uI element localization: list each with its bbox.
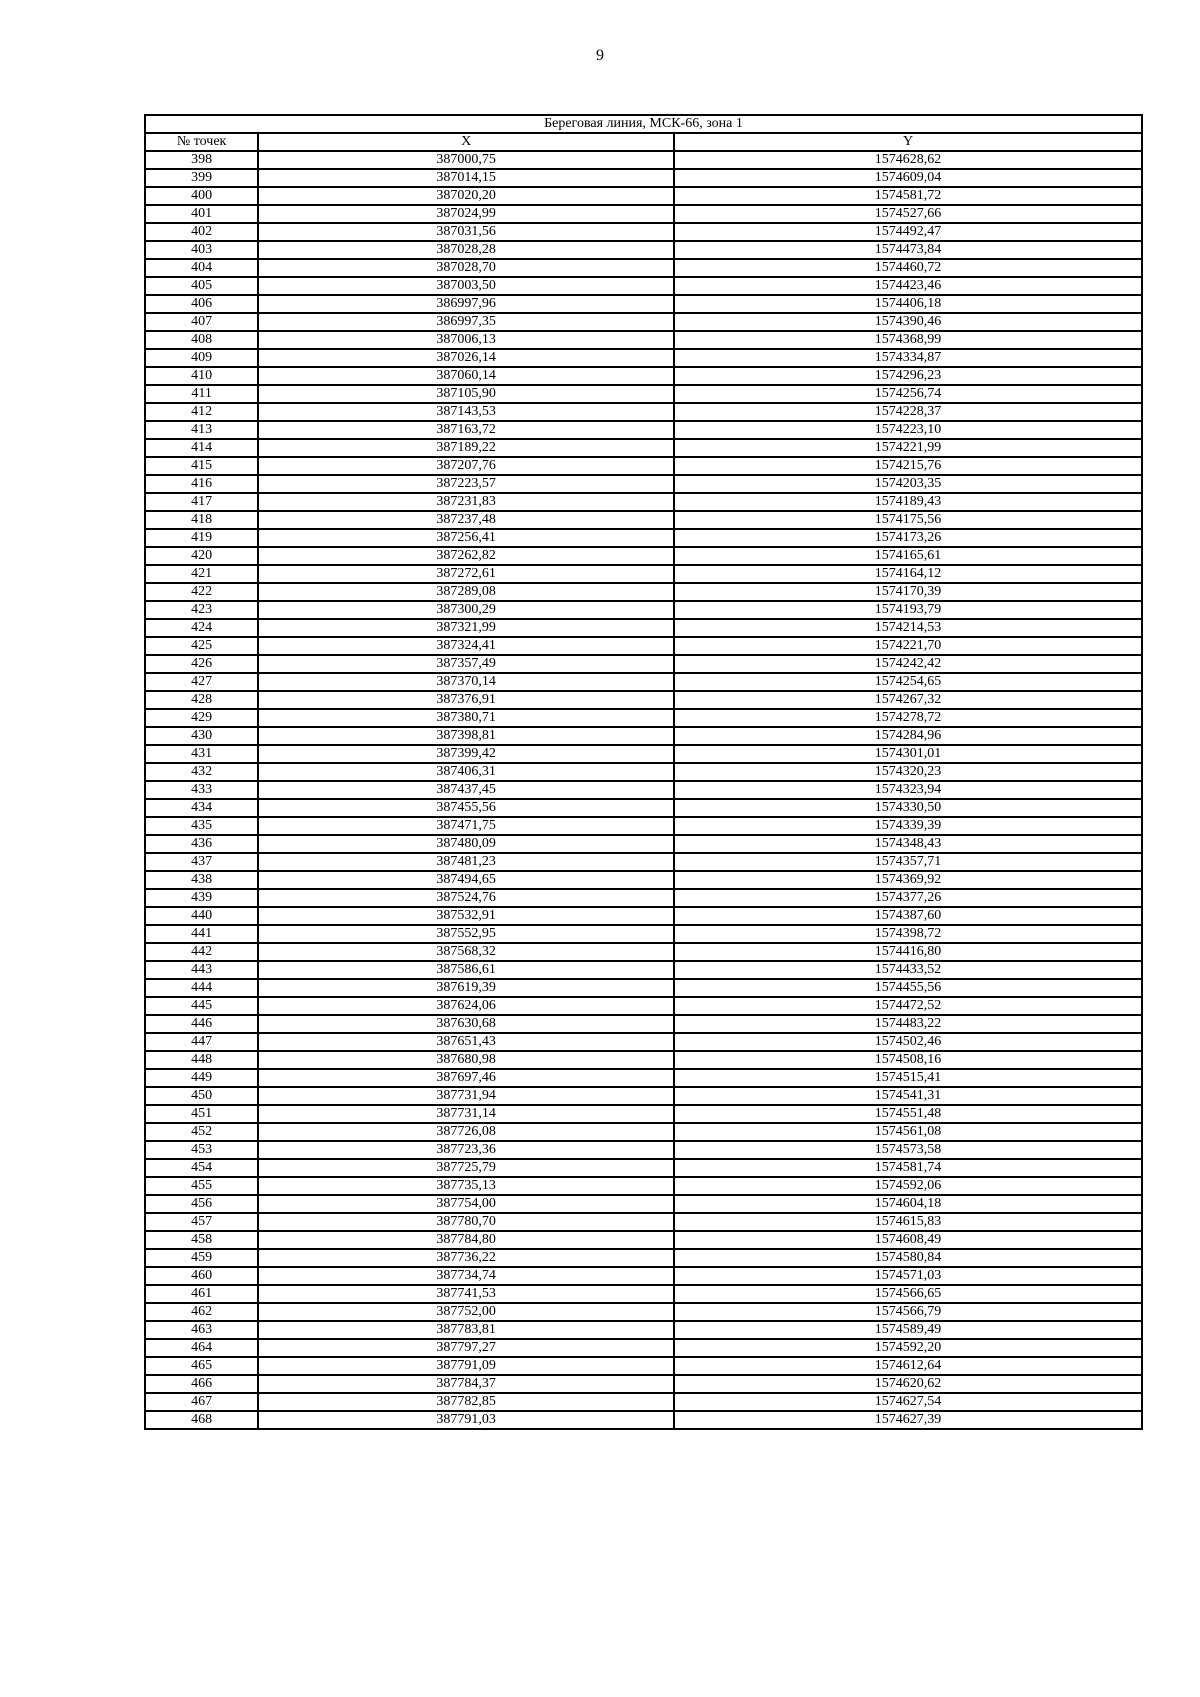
table-row bbox=[145, 1213, 1142, 1231]
cell-y: 1574581,74 bbox=[674, 1159, 1142, 1177]
table-row bbox=[145, 169, 1142, 187]
table-row bbox=[145, 1195, 1142, 1213]
cell-point-number: 400 bbox=[145, 187, 258, 205]
cell-point-number: 427 bbox=[145, 673, 258, 691]
table-row bbox=[145, 799, 1142, 817]
table-row bbox=[145, 187, 1142, 205]
cell-y: 1574173,26 bbox=[674, 529, 1142, 547]
cell-x: 387324,41 bbox=[258, 637, 674, 655]
cell-y: 1574223,10 bbox=[674, 421, 1142, 439]
table-row bbox=[145, 1051, 1142, 1069]
cell-point-number: 463 bbox=[145, 1321, 258, 1339]
cell-y: 1574592,06 bbox=[674, 1177, 1142, 1195]
cell-point-number: 444 bbox=[145, 979, 258, 997]
cell-y: 1574455,56 bbox=[674, 979, 1142, 997]
cell-y: 1574330,50 bbox=[674, 799, 1142, 817]
table-row bbox=[145, 331, 1142, 349]
cell-point-number: 456 bbox=[145, 1195, 258, 1213]
cell-point-number: 426 bbox=[145, 655, 258, 673]
cell-x: 387370,14 bbox=[258, 673, 674, 691]
cell-point-number: 421 bbox=[145, 565, 258, 583]
cell-x: 387262,82 bbox=[258, 547, 674, 565]
cell-point-number: 402 bbox=[145, 223, 258, 241]
cell-point-number: 461 bbox=[145, 1285, 258, 1303]
header-x: X bbox=[258, 133, 674, 151]
cell-point-number: 410 bbox=[145, 367, 258, 385]
cell-y: 1574566,79 bbox=[674, 1303, 1142, 1321]
cell-y: 1574620,62 bbox=[674, 1375, 1142, 1393]
table-row bbox=[145, 421, 1142, 439]
table-row bbox=[145, 637, 1142, 655]
table-row bbox=[145, 205, 1142, 223]
cell-y: 1574592,20 bbox=[674, 1339, 1142, 1357]
table-row bbox=[145, 709, 1142, 727]
cell-y: 1574398,72 bbox=[674, 925, 1142, 943]
cell-y: 1574203,35 bbox=[674, 475, 1142, 493]
cell-x: 387784,37 bbox=[258, 1375, 674, 1393]
cell-x: 387143,53 bbox=[258, 403, 674, 421]
header-y: Y bbox=[674, 133, 1142, 151]
cell-y: 1574580,84 bbox=[674, 1249, 1142, 1267]
cell-x: 387000,75 bbox=[258, 151, 674, 169]
table-title: Береговая линия, МСК-66, зона 1 bbox=[145, 115, 1142, 133]
table-row bbox=[145, 385, 1142, 403]
table-row bbox=[145, 241, 1142, 259]
cell-x: 387568,32 bbox=[258, 943, 674, 961]
cell-x: 387726,08 bbox=[258, 1123, 674, 1141]
cell-point-number: 464 bbox=[145, 1339, 258, 1357]
cell-y: 1574296,23 bbox=[674, 367, 1142, 385]
table-row bbox=[145, 151, 1142, 169]
cell-point-number: 465 bbox=[145, 1357, 258, 1375]
cell-x: 386997,35 bbox=[258, 313, 674, 331]
table-row bbox=[145, 1339, 1142, 1357]
cell-y: 1574627,39 bbox=[674, 1411, 1142, 1429]
cell-y: 1574433,52 bbox=[674, 961, 1142, 979]
cell-point-number: 413 bbox=[145, 421, 258, 439]
cell-x: 387630,68 bbox=[258, 1015, 674, 1033]
table-row bbox=[145, 817, 1142, 835]
table-row bbox=[145, 619, 1142, 637]
table-row bbox=[145, 907, 1142, 925]
table-row bbox=[145, 871, 1142, 889]
cell-point-number: 446 bbox=[145, 1015, 258, 1033]
cell-point-number: 430 bbox=[145, 727, 258, 745]
cell-point-number: 443 bbox=[145, 961, 258, 979]
table-row bbox=[145, 511, 1142, 529]
cell-y: 1574609,04 bbox=[674, 169, 1142, 187]
table-row bbox=[145, 673, 1142, 691]
cell-y: 1574416,80 bbox=[674, 943, 1142, 961]
cell-x: 387481,23 bbox=[258, 853, 674, 871]
cell-x: 387619,39 bbox=[258, 979, 674, 997]
cell-x: 387028,70 bbox=[258, 259, 674, 277]
cell-y: 1574571,03 bbox=[674, 1267, 1142, 1285]
cell-point-number: 432 bbox=[145, 763, 258, 781]
cell-x: 387455,56 bbox=[258, 799, 674, 817]
cell-x: 387105,90 bbox=[258, 385, 674, 403]
cell-point-number: 440 bbox=[145, 907, 258, 925]
cell-point-number: 438 bbox=[145, 871, 258, 889]
table-row bbox=[145, 1285, 1142, 1303]
cell-x: 387289,08 bbox=[258, 583, 674, 601]
cell-point-number: 405 bbox=[145, 277, 258, 295]
cell-x: 387783,81 bbox=[258, 1321, 674, 1339]
cell-y: 1574377,26 bbox=[674, 889, 1142, 907]
cell-y: 1574278,72 bbox=[674, 709, 1142, 727]
cell-x: 387024,99 bbox=[258, 205, 674, 223]
cell-x: 387399,42 bbox=[258, 745, 674, 763]
cell-x: 387480,09 bbox=[258, 835, 674, 853]
cell-x: 387731,94 bbox=[258, 1087, 674, 1105]
cell-x: 387797,27 bbox=[258, 1339, 674, 1357]
table-row bbox=[145, 925, 1142, 943]
cell-x: 387028,28 bbox=[258, 241, 674, 259]
table-row bbox=[145, 1321, 1142, 1339]
cell-y: 1574164,12 bbox=[674, 565, 1142, 583]
cell-point-number: 411 bbox=[145, 385, 258, 403]
cell-y: 1574193,79 bbox=[674, 601, 1142, 619]
table-row bbox=[145, 259, 1142, 277]
cell-point-number: 462 bbox=[145, 1303, 258, 1321]
cell-x: 387437,45 bbox=[258, 781, 674, 799]
table-row bbox=[145, 943, 1142, 961]
cell-y: 1574581,72 bbox=[674, 187, 1142, 205]
cell-x: 387784,80 bbox=[258, 1231, 674, 1249]
cell-point-number: 433 bbox=[145, 781, 258, 799]
cell-y: 1574357,71 bbox=[674, 853, 1142, 871]
cell-point-number: 425 bbox=[145, 637, 258, 655]
table-row bbox=[145, 655, 1142, 673]
cell-x: 387524,76 bbox=[258, 889, 674, 907]
table-row bbox=[145, 727, 1142, 745]
cell-point-number: 403 bbox=[145, 241, 258, 259]
table-row bbox=[145, 403, 1142, 421]
cell-point-number: 420 bbox=[145, 547, 258, 565]
table-row bbox=[145, 1411, 1142, 1429]
cell-point-number: 439 bbox=[145, 889, 258, 907]
cell-point-number: 454 bbox=[145, 1159, 258, 1177]
cell-y: 1574492,47 bbox=[674, 223, 1142, 241]
cell-point-number: 399 bbox=[145, 169, 258, 187]
cell-point-number: 415 bbox=[145, 457, 258, 475]
cell-y: 1574604,18 bbox=[674, 1195, 1142, 1213]
table-row bbox=[145, 583, 1142, 601]
cell-point-number: 407 bbox=[145, 313, 258, 331]
cell-y: 1574175,56 bbox=[674, 511, 1142, 529]
cell-point-number: 448 bbox=[145, 1051, 258, 1069]
cell-y: 1574508,16 bbox=[674, 1051, 1142, 1069]
cell-point-number: 459 bbox=[145, 1249, 258, 1267]
cell-point-number: 460 bbox=[145, 1267, 258, 1285]
cell-x: 387300,29 bbox=[258, 601, 674, 619]
cell-point-number: 449 bbox=[145, 1069, 258, 1087]
cell-point-number: 422 bbox=[145, 583, 258, 601]
cell-point-number: 466 bbox=[145, 1375, 258, 1393]
cell-y: 1574502,46 bbox=[674, 1033, 1142, 1051]
table-row bbox=[145, 1249, 1142, 1267]
cell-x: 387532,91 bbox=[258, 907, 674, 925]
table-row bbox=[145, 1087, 1142, 1105]
cell-x: 387731,14 bbox=[258, 1105, 674, 1123]
cell-x: 387752,00 bbox=[258, 1303, 674, 1321]
cell-y: 1574515,41 bbox=[674, 1069, 1142, 1087]
cell-point-number: 437 bbox=[145, 853, 258, 871]
cell-x: 387003,50 bbox=[258, 277, 674, 295]
cell-x: 387398,81 bbox=[258, 727, 674, 745]
cell-point-number: 455 bbox=[145, 1177, 258, 1195]
coordinates-table bbox=[144, 114, 1143, 1430]
cell-y: 1574551,48 bbox=[674, 1105, 1142, 1123]
table-row bbox=[145, 493, 1142, 511]
table-row bbox=[145, 1141, 1142, 1159]
table-row bbox=[145, 313, 1142, 331]
cell-y: 1574348,43 bbox=[674, 835, 1142, 853]
cell-x: 387272,61 bbox=[258, 565, 674, 583]
cell-point-number: 453 bbox=[145, 1141, 258, 1159]
cell-x: 387406,31 bbox=[258, 763, 674, 781]
table-row bbox=[145, 1159, 1142, 1177]
table-title-row bbox=[145, 115, 1142, 133]
table-row bbox=[145, 529, 1142, 547]
cell-y: 1574483,22 bbox=[674, 1015, 1142, 1033]
cell-y: 1574561,08 bbox=[674, 1123, 1142, 1141]
cell-point-number: 418 bbox=[145, 511, 258, 529]
cell-x: 387735,13 bbox=[258, 1177, 674, 1195]
cell-point-number: 429 bbox=[145, 709, 258, 727]
cell-x: 387006,13 bbox=[258, 331, 674, 349]
table-row bbox=[145, 475, 1142, 493]
table-row bbox=[145, 835, 1142, 853]
table-row bbox=[145, 997, 1142, 1015]
cell-point-number: 435 bbox=[145, 817, 258, 835]
cell-x: 387697,46 bbox=[258, 1069, 674, 1087]
table-row bbox=[145, 457, 1142, 475]
cell-point-number: 445 bbox=[145, 997, 258, 1015]
cell-point-number: 450 bbox=[145, 1087, 258, 1105]
cell-x: 387376,91 bbox=[258, 691, 674, 709]
table-row bbox=[145, 781, 1142, 799]
cell-x: 387321,99 bbox=[258, 619, 674, 637]
cell-point-number: 412 bbox=[145, 403, 258, 421]
cell-y: 1574221,70 bbox=[674, 637, 1142, 655]
table-row bbox=[145, 295, 1142, 313]
cell-x: 387552,95 bbox=[258, 925, 674, 943]
cell-point-number: 447 bbox=[145, 1033, 258, 1051]
cell-point-number: 406 bbox=[145, 295, 258, 313]
cell-y: 1574189,43 bbox=[674, 493, 1142, 511]
cell-y: 1574473,84 bbox=[674, 241, 1142, 259]
table-row bbox=[145, 1231, 1142, 1249]
page-number: 9 bbox=[596, 47, 604, 64]
cell-x: 387494,65 bbox=[258, 871, 674, 889]
cell-x: 387189,22 bbox=[258, 439, 674, 457]
cell-y: 1574589,49 bbox=[674, 1321, 1142, 1339]
cell-y: 1574215,76 bbox=[674, 457, 1142, 475]
cell-y: 1574390,46 bbox=[674, 313, 1142, 331]
cell-y: 1574301,01 bbox=[674, 745, 1142, 763]
cell-x: 387471,75 bbox=[258, 817, 674, 835]
table-row bbox=[145, 565, 1142, 583]
table-row bbox=[145, 601, 1142, 619]
cell-y: 1574460,72 bbox=[674, 259, 1142, 277]
cell-y: 1574214,53 bbox=[674, 619, 1142, 637]
table-row bbox=[145, 277, 1142, 295]
cell-x: 387651,43 bbox=[258, 1033, 674, 1051]
cell-point-number: 457 bbox=[145, 1213, 258, 1231]
cell-x: 387725,79 bbox=[258, 1159, 674, 1177]
cell-x: 387780,70 bbox=[258, 1213, 674, 1231]
cell-x: 387624,06 bbox=[258, 997, 674, 1015]
cell-point-number: 458 bbox=[145, 1231, 258, 1249]
cell-point-number: 452 bbox=[145, 1123, 258, 1141]
cell-x: 387207,76 bbox=[258, 457, 674, 475]
cell-x: 387782,85 bbox=[258, 1393, 674, 1411]
cell-x: 387231,83 bbox=[258, 493, 674, 511]
cell-point-number: 434 bbox=[145, 799, 258, 817]
cell-x: 387741,53 bbox=[258, 1285, 674, 1303]
cell-y: 1574541,31 bbox=[674, 1087, 1142, 1105]
cell-point-number: 398 bbox=[145, 151, 258, 169]
cell-point-number: 431 bbox=[145, 745, 258, 763]
cell-point-number: 442 bbox=[145, 943, 258, 961]
cell-y: 1574573,58 bbox=[674, 1141, 1142, 1159]
cell-y: 1574323,94 bbox=[674, 781, 1142, 799]
table-row bbox=[145, 349, 1142, 367]
table-row bbox=[145, 547, 1142, 565]
table-row bbox=[145, 223, 1142, 241]
cell-x: 387357,49 bbox=[258, 655, 674, 673]
cell-point-number: 419 bbox=[145, 529, 258, 547]
cell-x: 387060,14 bbox=[258, 367, 674, 385]
cell-x: 387586,61 bbox=[258, 961, 674, 979]
cell-y: 1574267,32 bbox=[674, 691, 1142, 709]
cell-y: 1574256,74 bbox=[674, 385, 1142, 403]
cell-x: 387736,22 bbox=[258, 1249, 674, 1267]
cell-x: 387031,56 bbox=[258, 223, 674, 241]
cell-y: 1574221,99 bbox=[674, 439, 1142, 457]
table-header-row bbox=[145, 133, 1142, 151]
cell-point-number: 416 bbox=[145, 475, 258, 493]
cell-y: 1574472,52 bbox=[674, 997, 1142, 1015]
header-point-number: № точек bbox=[145, 133, 258, 151]
table-row bbox=[145, 1177, 1142, 1195]
table-row bbox=[145, 853, 1142, 871]
table-row bbox=[145, 691, 1142, 709]
cell-x: 387723,36 bbox=[258, 1141, 674, 1159]
table-row bbox=[145, 1105, 1142, 1123]
cell-point-number: 404 bbox=[145, 259, 258, 277]
cell-x: 387680,98 bbox=[258, 1051, 674, 1069]
cell-x: 387026,14 bbox=[258, 349, 674, 367]
cell-y: 1574170,39 bbox=[674, 583, 1142, 601]
cell-point-number: 414 bbox=[145, 439, 258, 457]
table-row bbox=[145, 1267, 1142, 1285]
table-row bbox=[145, 979, 1142, 997]
cell-point-number: 468 bbox=[145, 1411, 258, 1429]
cell-point-number: 408 bbox=[145, 331, 258, 349]
cell-y: 1574628,62 bbox=[674, 151, 1142, 169]
cell-x: 387163,72 bbox=[258, 421, 674, 439]
table-row bbox=[145, 1303, 1142, 1321]
cell-y: 1574320,23 bbox=[674, 763, 1142, 781]
cell-y: 1574254,65 bbox=[674, 673, 1142, 691]
table-row bbox=[145, 1033, 1142, 1051]
cell-y: 1574369,92 bbox=[674, 871, 1142, 889]
cell-y: 1574242,42 bbox=[674, 655, 1142, 673]
cell-point-number: 451 bbox=[145, 1105, 258, 1123]
cell-point-number: 417 bbox=[145, 493, 258, 511]
table-row bbox=[145, 439, 1142, 457]
cell-y: 1574387,60 bbox=[674, 907, 1142, 925]
cell-x: 386997,96 bbox=[258, 295, 674, 313]
table-row bbox=[145, 1069, 1142, 1087]
cell-y: 1574627,54 bbox=[674, 1393, 1142, 1411]
cell-y: 1574615,83 bbox=[674, 1213, 1142, 1231]
cell-y: 1574228,37 bbox=[674, 403, 1142, 421]
cell-x: 387014,15 bbox=[258, 169, 674, 187]
table-row bbox=[145, 367, 1142, 385]
table-row bbox=[145, 1357, 1142, 1375]
table-row bbox=[145, 1015, 1142, 1033]
cell-x: 387791,09 bbox=[258, 1357, 674, 1375]
cell-y: 1574423,46 bbox=[674, 277, 1142, 295]
cell-point-number: 409 bbox=[145, 349, 258, 367]
cell-x: 387380,71 bbox=[258, 709, 674, 727]
table-row bbox=[145, 889, 1142, 907]
cell-y: 1574527,66 bbox=[674, 205, 1142, 223]
cell-x: 387791,03 bbox=[258, 1411, 674, 1429]
cell-point-number: 428 bbox=[145, 691, 258, 709]
table-row bbox=[145, 1123, 1142, 1141]
cell-y: 1574368,99 bbox=[674, 331, 1142, 349]
cell-point-number: 441 bbox=[145, 925, 258, 943]
cell-y: 1574339,39 bbox=[674, 817, 1142, 835]
cell-x: 387256,41 bbox=[258, 529, 674, 547]
cell-y: 1574284,96 bbox=[674, 727, 1142, 745]
cell-y: 1574334,87 bbox=[674, 349, 1142, 367]
cell-x: 387020,20 bbox=[258, 187, 674, 205]
table-row bbox=[145, 763, 1142, 781]
cell-point-number: 424 bbox=[145, 619, 258, 637]
cell-point-number: 467 bbox=[145, 1393, 258, 1411]
cell-y: 1574165,61 bbox=[674, 547, 1142, 565]
table-row bbox=[145, 745, 1142, 763]
cell-point-number: 401 bbox=[145, 205, 258, 223]
table-row bbox=[145, 961, 1142, 979]
cell-x: 387754,00 bbox=[258, 1195, 674, 1213]
cell-y: 1574612,64 bbox=[674, 1357, 1142, 1375]
cell-y: 1574608,49 bbox=[674, 1231, 1142, 1249]
table-row bbox=[145, 1393, 1142, 1411]
cell-x: 387237,48 bbox=[258, 511, 674, 529]
cell-point-number: 436 bbox=[145, 835, 258, 853]
cell-y: 1574406,18 bbox=[674, 295, 1142, 313]
cell-x: 387734,74 bbox=[258, 1267, 674, 1285]
table-body bbox=[145, 151, 1142, 1429]
table-row bbox=[145, 1375, 1142, 1393]
cell-point-number: 423 bbox=[145, 601, 258, 619]
cell-x: 387223,57 bbox=[258, 475, 674, 493]
cell-y: 1574566,65 bbox=[674, 1285, 1142, 1303]
